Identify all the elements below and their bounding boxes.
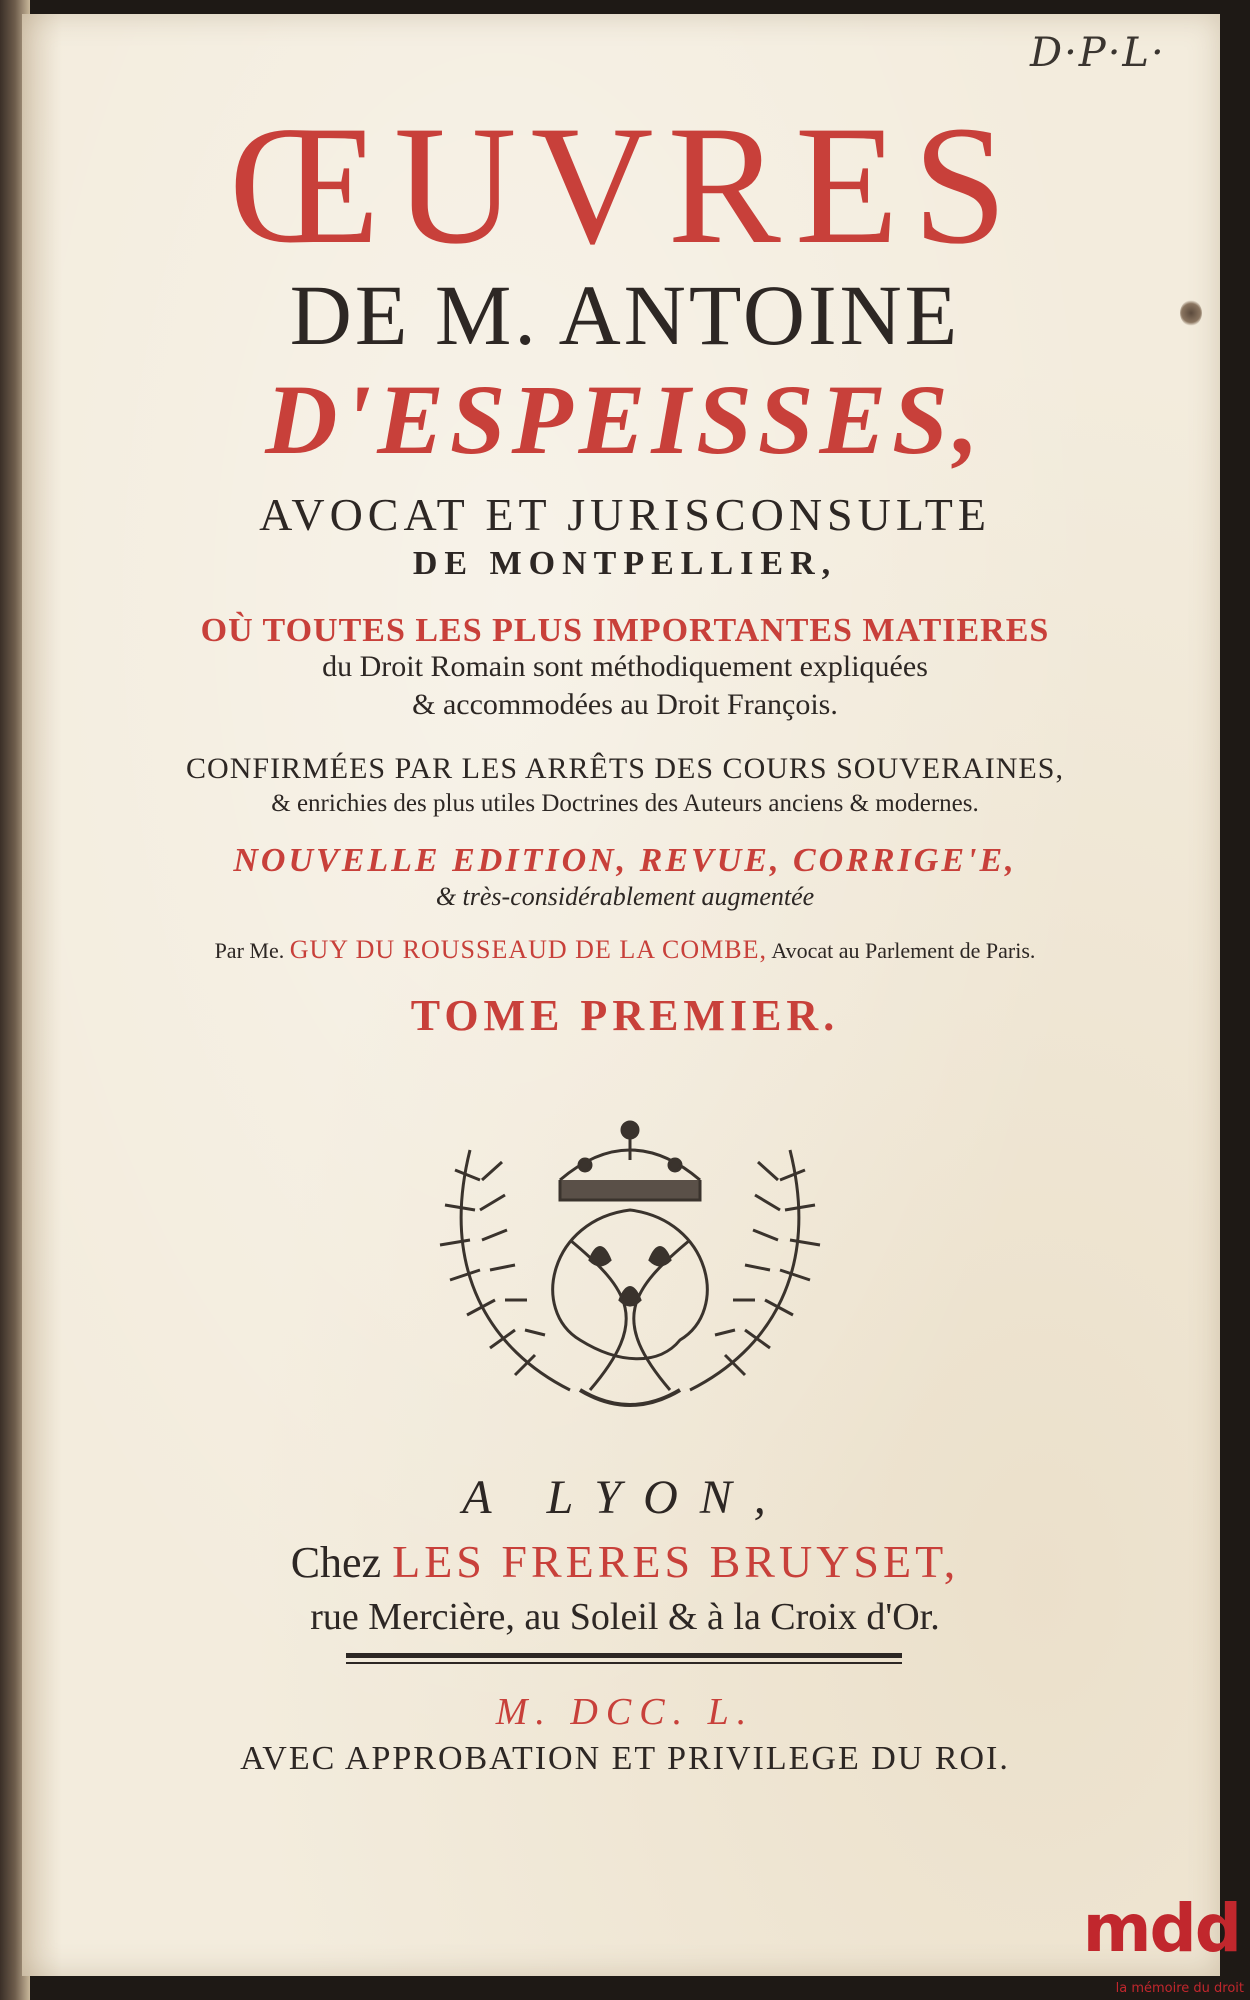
editor-line xyxy=(0,935,1250,965)
author-city: DE MONTPELLIER, xyxy=(412,545,838,582)
privilege-line: AVEC APPROBATION ET PRIVILEGE DU ROI. xyxy=(240,1740,1010,1777)
imprint-date: M. DCC. L. xyxy=(495,1691,755,1733)
double-rule-top xyxy=(346,1653,902,1658)
mdd-logo-mark: mdd xyxy=(1082,1890,1240,1967)
mdd-logo[interactable] xyxy=(1080,1890,1250,2000)
royal-crown-monogram-vignette-icon xyxy=(410,1090,850,1430)
imprint-address: rue Mercière, au Soleil & à la Croix d'Or. xyxy=(310,1596,940,1638)
double-rule-bottom xyxy=(346,1662,902,1664)
author-role: AVOCAT ET JURISCONSULTE xyxy=(259,489,991,540)
author-line-1: DE M. ANTOINE xyxy=(289,267,961,363)
mdd-logo-caption: la mémoire du droit xyxy=(1115,1981,1244,1996)
handwritten-shelfmark: D·P·L· xyxy=(1030,30,1166,76)
imprint-place: A LYON, xyxy=(462,1471,788,1524)
imprint-publisher xyxy=(0,1535,1250,1588)
edition-line-2: & très-considérablement augmentée xyxy=(435,882,815,911)
editor-prefix: Par Me. xyxy=(214,938,285,963)
book-title: ŒUVRES xyxy=(228,91,1022,279)
confirmation-line-2: & enrichies des plus utiles Doctrines des Auteurs anciens & modernes. xyxy=(271,790,979,817)
edition-heading: NOUVELLE EDITION, REVUE, CORRIGE'E, xyxy=(233,842,1017,879)
subtitle-heading: OÙ TOUTES LES PLUS IMPORTANTES MATIERES xyxy=(200,612,1050,649)
confirmation-heading: CONFIRMÉES PAR LES ARRÊTS DES COURS SOUVERAINES, xyxy=(186,752,1064,785)
editor-name: GUY DU ROUSSEAUD DE LA COMBE, xyxy=(289,935,768,964)
publisher-name: LES FRERES BRUYSET, xyxy=(392,1536,960,1587)
subtitle-line-2: du Droit Romain sont méthodiquement expliquées xyxy=(322,650,928,683)
volume-label: TOME PREMIER. xyxy=(410,991,840,1040)
subtitle-line-3: & accommodées au Droit François. xyxy=(412,688,838,721)
publisher-prefix: Chez xyxy=(290,1538,382,1587)
author-name: D'ESPEISSES, xyxy=(265,364,985,475)
editor-suffix: Avocat au Parlement de Paris. xyxy=(771,938,1036,963)
